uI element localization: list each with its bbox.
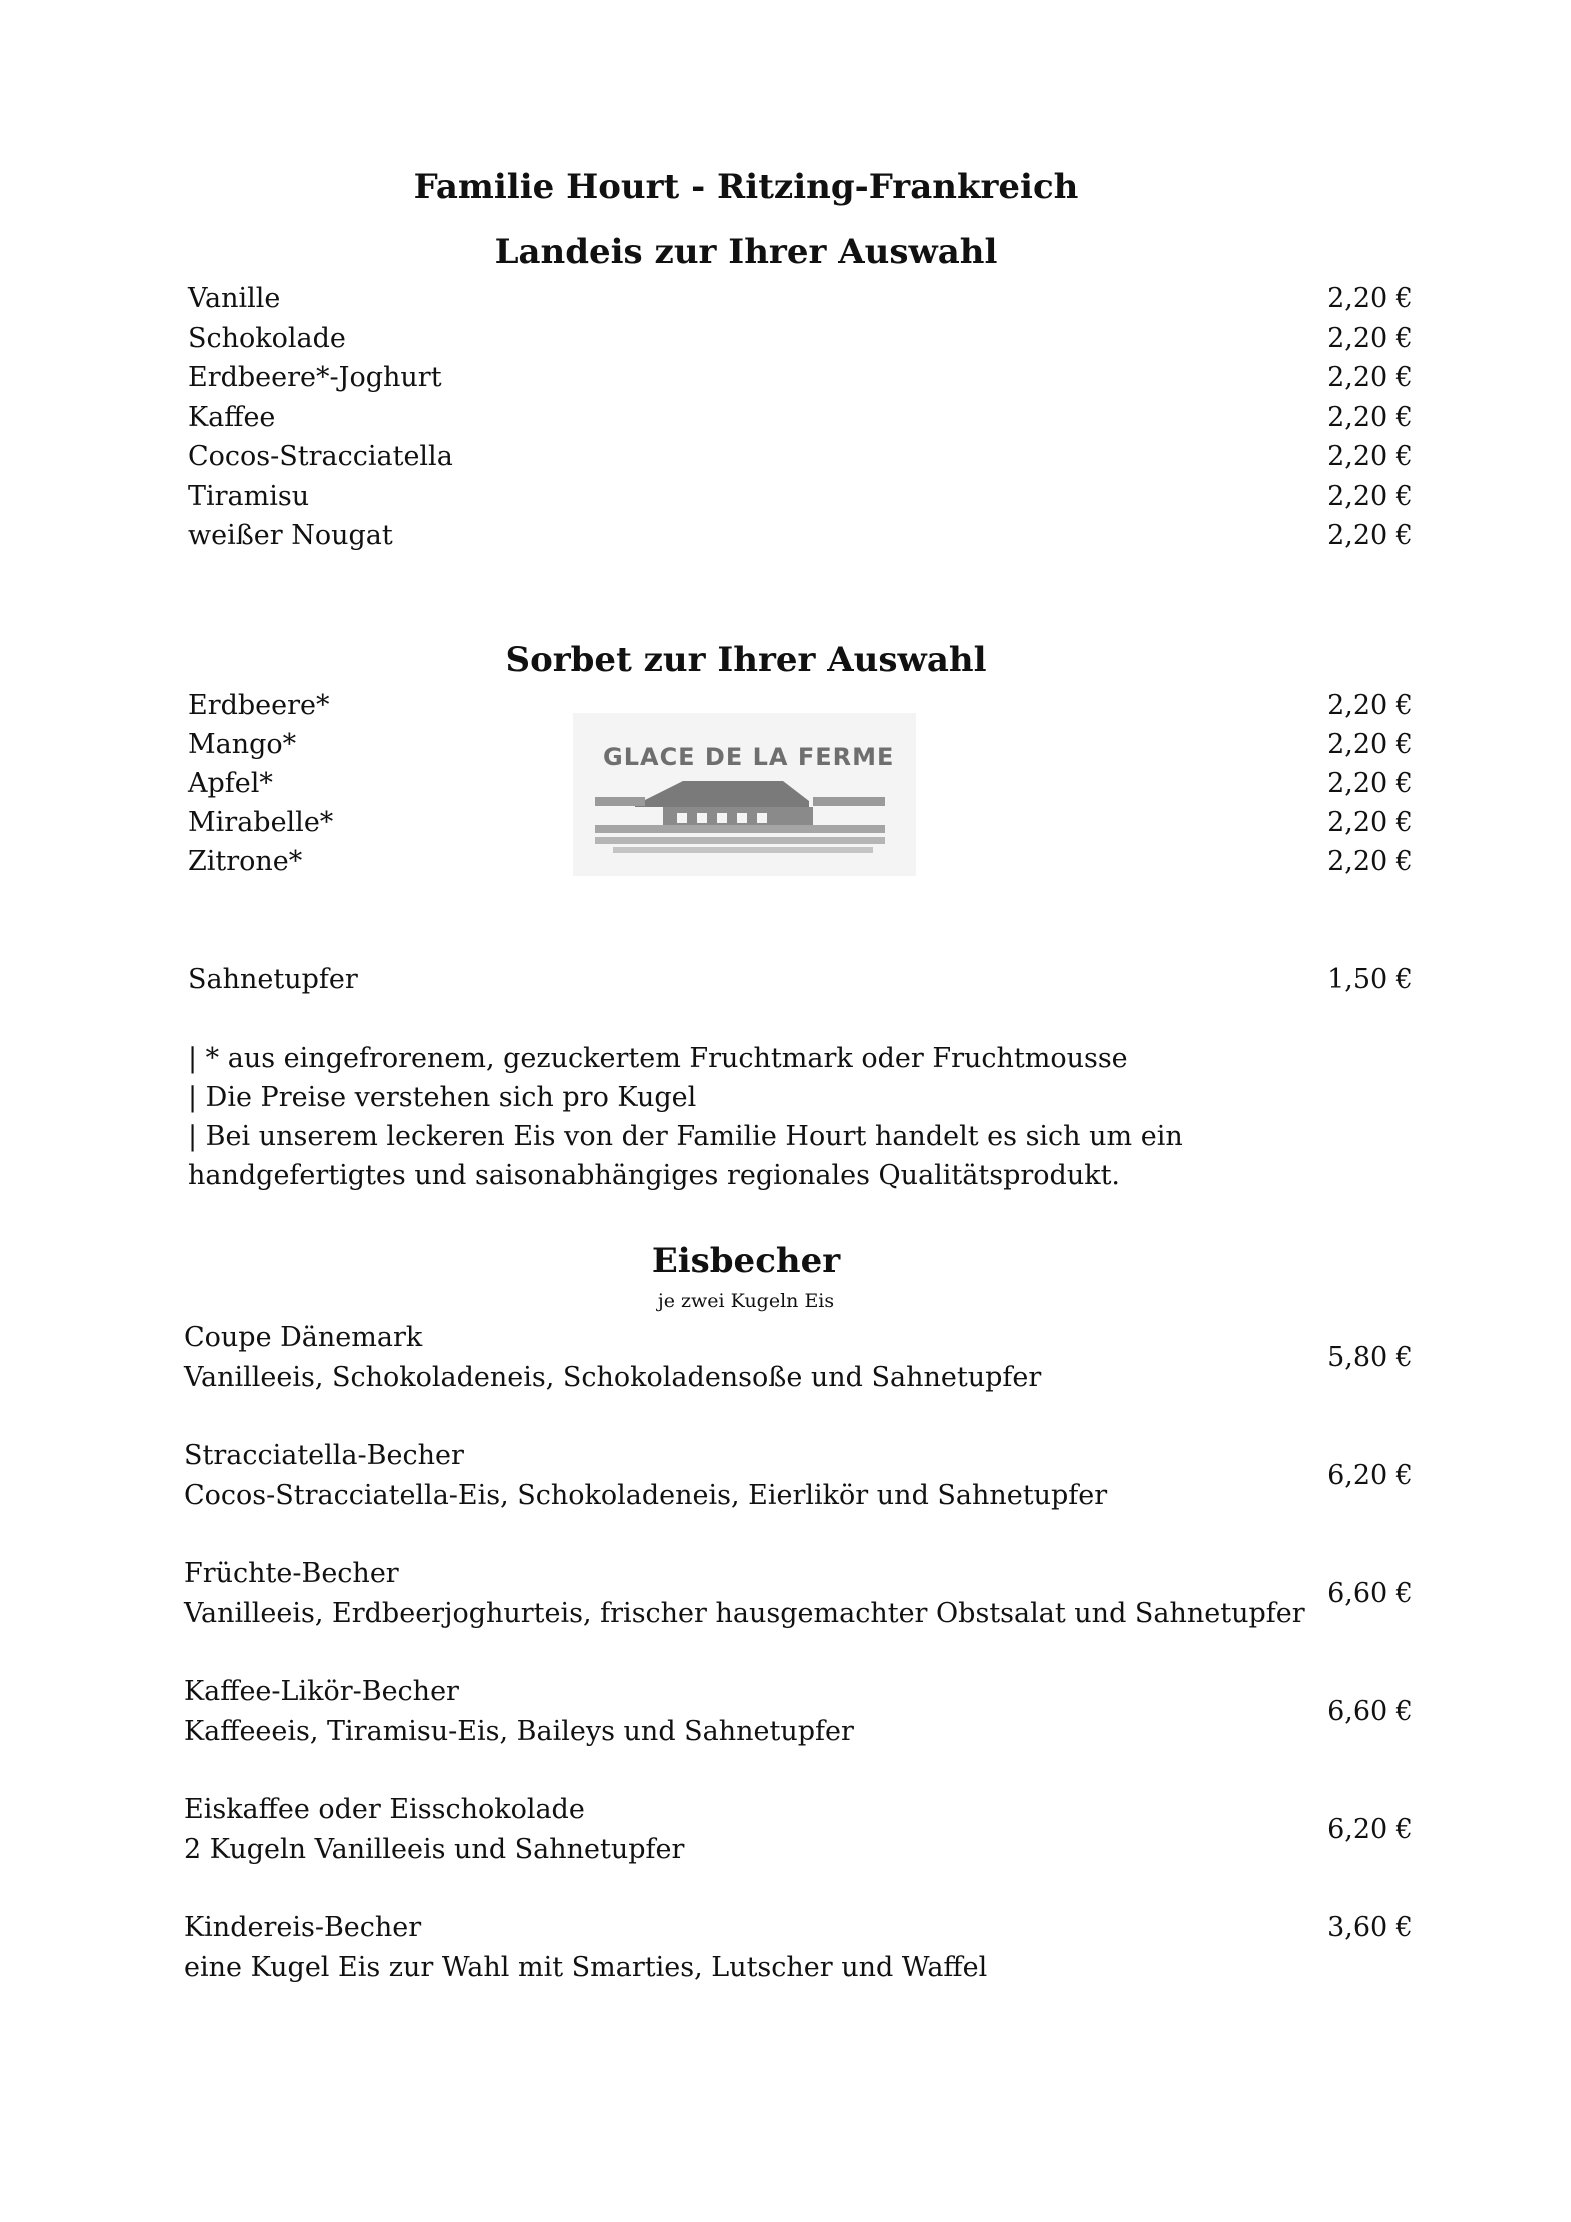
item-price: 2,20 € (1327, 520, 1413, 551)
item-price: 2,20 € (1327, 283, 1413, 314)
item-name: Zitrone* (188, 846, 303, 877)
eisbecher-heading: Eisbecher (651, 1241, 841, 1281)
sundae-name: Früchte-Becher (184, 1558, 399, 1589)
menu-row (188, 360, 1413, 396)
item-name: Schokolade (188, 323, 346, 354)
sundae-description: eine Kugel Eis zur Wahl mit Smarties, Lutscher und Waffel (184, 1952, 988, 1983)
item-name: Apfel* (188, 768, 273, 799)
item-name: Erdbeere*-Joghurt (188, 362, 442, 393)
sundae-price: 6,60 € (1327, 1696, 1413, 1727)
menu-row (188, 479, 1413, 515)
item-price: 2,20 € (1327, 402, 1413, 433)
item-name: Erdbeere* (188, 690, 330, 721)
sundae-price: 5,80 € (1327, 1342, 1413, 1373)
sundae-item (184, 1318, 1413, 1398)
item-name: Mango* (188, 729, 297, 760)
item-price: 2,20 € (1327, 323, 1413, 354)
footnote: | Die Preise verstehen sich pro Kugel (188, 1082, 697, 1113)
item-price: 2,20 € (1327, 690, 1413, 721)
sorbet-heading: Sorbet zur Ihrer Auswahl (505, 640, 987, 680)
footnote: | Bei unserem leckeren Eis von der Familie Hourt handelt es sich um ein (188, 1121, 1183, 1152)
sundae-name: Coupe Dänemark (184, 1322, 423, 1353)
sundae-description: 2 Kugeln Vanilleeis und Sahnetupfer (184, 1834, 685, 1865)
sundae-name: Kaffee-Likör-Becher (184, 1676, 459, 1707)
item-price: 1,50 € (1327, 964, 1413, 995)
sundae-item (184, 1790, 1413, 1870)
sundae-item (184, 1554, 1413, 1634)
item-price: 2,20 € (1327, 729, 1413, 760)
sundae-price: 6,20 € (1327, 1814, 1413, 1845)
item-price: 2,20 € (1327, 441, 1413, 472)
eisbecher-subheading: je zwei Kugeln Eis (657, 1290, 835, 1312)
sundae-price: 6,20 € (1327, 1460, 1413, 1491)
item-price: 2,20 € (1327, 362, 1413, 393)
menu-row (188, 439, 1413, 475)
menu-row (188, 281, 1413, 317)
glace-de-la-ferme-logo (573, 713, 916, 876)
item-name: Mirabelle* (188, 807, 334, 838)
item-name: weißer Nougat (188, 520, 393, 551)
page-title: Familie Hourt - Ritzing-Frankreich (413, 167, 1079, 207)
item-name: Cocos-Stracciatella (188, 441, 453, 472)
landeis-heading: Landeis zur Ihrer Auswahl (494, 232, 998, 272)
sundae-description: Kaffeeeis, Tiramisu-Eis, Baileys und Sahnetupfer (184, 1716, 854, 1747)
sundae-name: Eiskaffee oder Eisschokolade (184, 1794, 585, 1825)
farm-house-icon (573, 713, 916, 876)
sundae-item (184, 1672, 1413, 1752)
item-price: 2,20 € (1327, 846, 1413, 877)
menu-row (188, 321, 1413, 357)
item-price: 2,20 € (1327, 768, 1413, 799)
sundae-name: Kindereis-Becher (184, 1912, 422, 1943)
item-name: Sahnetupfer (188, 964, 358, 995)
footnote: | * aus eingefrorenem, gezuckertem Fruchtmark oder Fruchtmousse (188, 1043, 1128, 1074)
sundae-description: Vanilleeis, Erdbeerjoghurteis, frischer hausgemachter Obstsalat und Sahnetupfer (184, 1598, 1305, 1629)
item-price: 2,20 € (1327, 807, 1413, 838)
item-name: Vanille (188, 283, 281, 314)
sundae-item (184, 1908, 1413, 1988)
logo-text: GLACE DE LA FERME (603, 743, 895, 771)
sundae-price: 6,60 € (1327, 1578, 1413, 1609)
sundae-name: Stracciatella-Becher (184, 1440, 464, 1471)
sundae-description: Vanilleeis, Schokoladeneis, Schokoladensoße und Sahnetupfer (184, 1362, 1042, 1393)
item-price: 2,20 € (1327, 481, 1413, 512)
item-name: Tiramisu (188, 481, 310, 512)
item-name: Kaffee (188, 402, 276, 433)
menu-row (188, 400, 1413, 436)
menu-row (188, 518, 1413, 554)
sundae-description: Cocos-Stracciatella-Eis, Schokoladeneis, Eierlikör und Sahnetupfer (184, 1480, 1108, 1511)
sundae-item (184, 1436, 1413, 1516)
menu-row-extra (188, 962, 1413, 998)
footnote: handgefertigtes und saisonabhängiges regionales Qualitätsprodukt. (188, 1160, 1121, 1191)
sundae-price: 3,60 € (1327, 1912, 1413, 1943)
